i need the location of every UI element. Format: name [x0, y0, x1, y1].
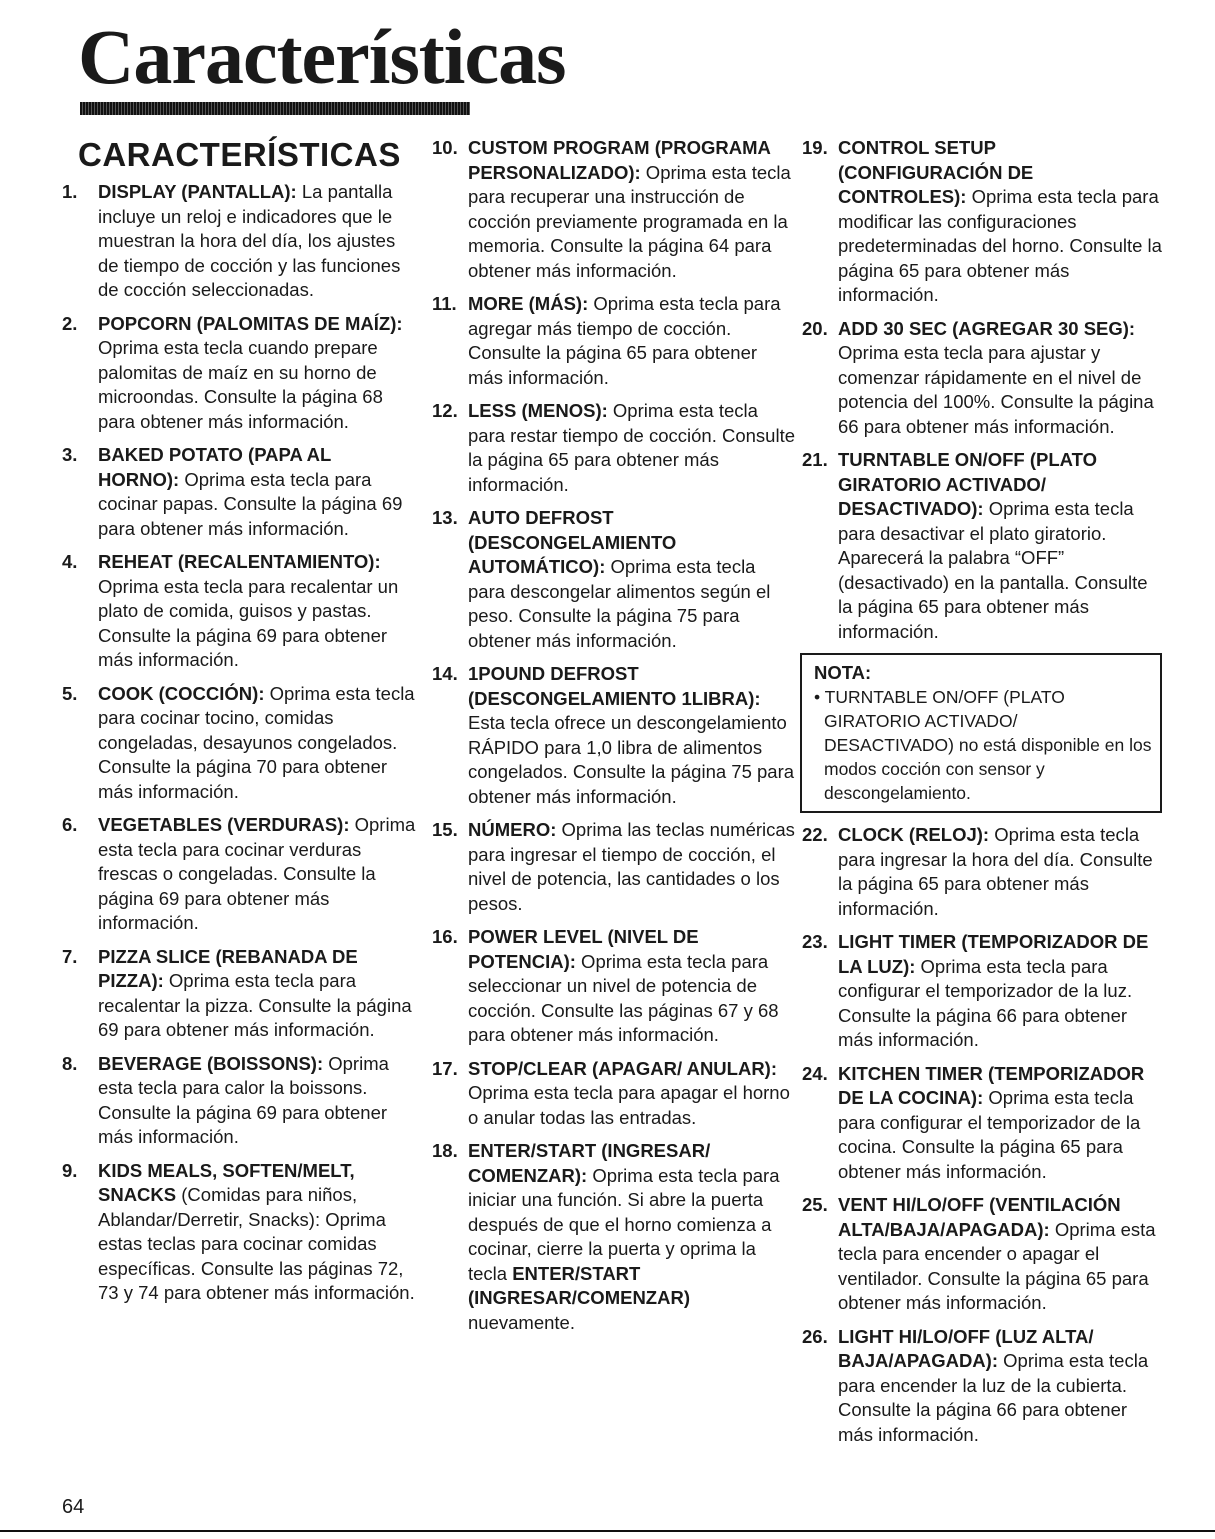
- item-text: Oprima esta tecla para encender o apagar el ventilador. Consulte la página 65 para obtener más información.: [838, 1218, 1156, 1313]
- item-term: CLOCK (RELOJ):: [838, 824, 990, 845]
- item-number: 21.: [802, 449, 828, 470]
- item-term: COOK (COCCIÓN):: [98, 682, 265, 704]
- column-1: [62, 136, 417, 1315]
- item-number: 18.: [432, 1140, 458, 1161]
- item-term: ADD 30 SEC (AGREGAR 30 SEG):: [838, 317, 1136, 339]
- item-text: Oprima esta tecla para desactivar el plato giratorio. Aparecerá la palabra “OFF” (desactivado) en la pantalla. Consulte la página 65 para obtener más información.: [838, 498, 1148, 642]
- item-number: 23.: [802, 931, 828, 952]
- note-text: • TURNTABLE ON/OFF (PLATO GIRATORIO ACTIVADO/ DESACTIVADO) no está disponible en los modos cocción con sensor y descongelamiento.: [814, 687, 1152, 803]
- item-number: 15.: [432, 819, 458, 840]
- feature-list-2: [432, 136, 797, 1335]
- feature-list-4: [802, 823, 1162, 1447]
- item-term: 1POUND DEFROST (DESCONGELAMIENTO 1LIBRA):: [468, 663, 761, 709]
- feature-item-20: [802, 317, 1162, 440]
- feature-item-3: [62, 443, 417, 541]
- item-number: 17.: [432, 1057, 458, 1079]
- item-text: Oprima esta tecla para restar tiempo de cocción. Consulte la página 65 para obtener más información.: [468, 400, 796, 495]
- item-term: MORE (MÁS):: [468, 293, 589, 314]
- feature-item-18: [432, 1139, 797, 1335]
- feature-item-26: [802, 1325, 1162, 1448]
- feature-item-13: [432, 506, 797, 653]
- feature-item-1: [62, 180, 417, 303]
- item-term: POWER LEVEL (NIVEL DE POTENCIA):: [468, 926, 699, 972]
- item-text: Oprima esta tecla para cocinar verduras frescas o congeladas. Consulte la página 69 para obtener más información.: [98, 814, 416, 933]
- item-text: Oprima esta tecla para ajustar y comenzar rápidamente en el nivel de potencia del 100%. Consulte la página 66 para obtener más información.: [838, 342, 1154, 437]
- item-number: 4.: [62, 551, 78, 572]
- item-term: VENT HI/LO/OFF (VENTILACIÓN ALTA/BAJA/APAGADA):: [838, 1194, 1121, 1240]
- item-term: REHEAT (RECALENTAMIENTO):: [98, 551, 381, 572]
- item-text: Oprima esta tecla para modificar las configuraciones predeterminadas del horno. Consulte la página 65 para obtener más información.: [838, 186, 1162, 305]
- feature-item-24: [802, 1062, 1162, 1185]
- feature-item-23: [802, 930, 1162, 1053]
- feature-item-21: [802, 448, 1162, 644]
- item-number: 1.: [62, 181, 78, 202]
- column-2: [432, 136, 797, 1344]
- item-number: 13.: [432, 507, 458, 528]
- item-text: La pantalla incluye un reloj e indicadores que le muestran la hora del día, los ajustes de tiempo de cocción y las funciones de cocción seleccionadas.: [98, 181, 401, 300]
- item-term: CUSTOM PROGRAM (PROGRAMA PERSONALIZADO):: [468, 137, 771, 183]
- item-text: Oprima esta tecla para configurar el temporizador de la cocina. Consulte la página 65 para obtener más información.: [838, 1087, 1141, 1182]
- feature-item-9: [62, 1159, 417, 1306]
- feature-item-8: [62, 1052, 417, 1150]
- item-text: Oprima esta tecla para recalentar un plato de comida, guisos y pastas. Consulte la página 69 para obtener más información.: [98, 575, 399, 670]
- item-number: 10.: [432, 137, 458, 158]
- item-term: KIDS MEALS, SOFTEN/MELT, SNACKS: [98, 1159, 355, 1205]
- feature-item-14: [432, 662, 797, 809]
- feature-item-22: [802, 823, 1162, 921]
- feature-item-10: [432, 136, 797, 283]
- item-number: 19.: [802, 137, 828, 158]
- item-number: 6.: [62, 814, 78, 835]
- item-term: LESS (MENOS):: [468, 400, 608, 421]
- feature-item-11: [432, 292, 797, 390]
- item-term: STOP/CLEAR (APAGAR/ ANULAR):: [468, 1057, 778, 1079]
- item-text: Oprima esta tecla para apagar el horno o anular todas las entradas.: [468, 1082, 790, 1128]
- item-term: BAKED POTATO (PAPA AL HORNO):: [98, 444, 331, 490]
- item-text: Oprima esta tecla para calor la boissons. Consulte la página 69 para obtener más información.: [98, 1052, 389, 1147]
- feature-item-16: [432, 925, 797, 1048]
- item-number: 2.: [62, 312, 78, 334]
- item-number: 20.: [802, 317, 828, 339]
- feature-item-4: [62, 550, 417, 673]
- note-box: [800, 653, 1162, 813]
- item-text: Oprima esta tecla para configurar el temporizador de la luz. Consulte la página 66 para obtener más información.: [838, 955, 1133, 1050]
- bottom-rule: [0, 1530, 1215, 1532]
- feature-item-7: [62, 945, 417, 1043]
- item-number: 14.: [432, 663, 458, 684]
- item-number: 24.: [802, 1062, 828, 1084]
- feature-list-3: [802, 136, 1162, 644]
- item-term: AUTO DEFROST (DESCONGELAMIENTO AUTOMÁTICO):: [468, 507, 677, 577]
- item-text: Oprima esta tecla para recuperar una instrucción de cocción previamente programada en la memoria. Consulte la página 64 para obtener más información.: [468, 161, 791, 281]
- item-number: 12.: [432, 400, 458, 421]
- item-number: 9.: [62, 1159, 78, 1181]
- item-term-inline: ENTER/START (INGRESAR/COMENZAR): [468, 1262, 690, 1308]
- feature-item-6: [62, 813, 417, 936]
- feature-item-17: [432, 1057, 797, 1131]
- item-term: BEVERAGE (BOISSONS):: [98, 1052, 324, 1074]
- item-term: KITCHEN TIMER (TEMPORIZADOR DE LA COCINA):: [838, 1062, 1145, 1108]
- item-text: Oprima esta tecla para recalentar la pizza. Consulte la página 69 para obtener más información.: [98, 970, 412, 1040]
- item-term: POPCORN (PALOMITAS DE MAÍZ):: [98, 312, 403, 334]
- feature-item-15: [432, 818, 797, 916]
- title-underline: [80, 102, 470, 115]
- item-number: 22.: [802, 824, 828, 845]
- page-number: 64: [62, 1496, 85, 1518]
- item-text: Oprima esta tecla para agregar más tiempo de cocción. Consulte la página 65 para obtener más información.: [468, 293, 781, 388]
- item-text: Esta tecla ofrece un descongelamiento RÁPIDO para 1,0 libra de alimentos congelados. Consulte la página 75 para obtener más información.: [468, 712, 795, 807]
- feature-item-2: [62, 312, 417, 435]
- item-text: Oprima esta tecla para seleccionar un nivel de potencia de cocción. Consulte las páginas 67 y 68 para obtener más información.: [468, 950, 779, 1045]
- item-term: ENTER/START (INGRESAR/ COMENZAR):: [468, 1140, 711, 1186]
- page-title: Características: [78, 13, 566, 100]
- item-text: Oprima esta tecla para encender la luz de la cubierta. Consulte la página 66 para obtener más información.: [838, 1350, 1149, 1445]
- item-number: 16.: [432, 926, 458, 947]
- item-text-end: nuevamente.: [468, 1311, 575, 1333]
- feature-list-1: [62, 180, 417, 1306]
- item-term: TURNTABLE ON/OFF (PLATO GIRATORIO ACTIVADO/ DESACTIVADO):: [838, 449, 1097, 519]
- item-term: VEGETABLES (VERDURAS):: [98, 814, 350, 835]
- feature-item-19: [802, 136, 1162, 308]
- feature-item-25: [802, 1193, 1162, 1316]
- item-number: 5.: [62, 682, 78, 704]
- feature-item-5: [62, 682, 417, 805]
- item-text: Oprima esta tecla para cocinar papas. Consulte la página 69 para obtener más información.: [98, 468, 403, 539]
- feature-item-12: [432, 399, 797, 497]
- item-number: 26.: [802, 1325, 828, 1347]
- note-title: NOTA:: [814, 662, 872, 683]
- item-text: Oprima esta tecla cuando prepare palomitas de maíz en su horno de microondas. Consulte la página 68 para obtener más información.: [98, 337, 383, 432]
- item-number: 25.: [802, 1194, 828, 1215]
- item-term: CONTROL SETUP (CONFIGURACIÓN DE CONTROLES):: [838, 137, 1034, 207]
- section-heading: CARACTERÍSTICAS: [78, 136, 401, 173]
- item-text: Oprima esta tecla para cocinar tocino, comidas congeladas, desayunos congelados. Consulte la página 70 para obtener más información.: [98, 682, 415, 802]
- item-text: Oprima esta tecla para iniciar una función. Si abre la puerta después de que el horno comienza a cocinar, cierre la puerta y oprima la tecla: [468, 1164, 780, 1284]
- item-number: 7.: [62, 945, 78, 967]
- column-3: [802, 136, 1162, 1456]
- item-text: Oprima esta tecla para ingresar la hora del día. Consulte la página 65 para obtener más información.: [838, 824, 1153, 919]
- item-term: NÚMERO:: [468, 819, 557, 840]
- item-number: 8.: [62, 1052, 78, 1074]
- item-term: LIGHT TIMER (TEMPORIZADOR DE LA LUZ):: [838, 931, 1149, 977]
- item-text: Oprima esta tecla para descongelar alimentos según el peso. Consulte la página 75 para obtener más información.: [468, 556, 771, 651]
- item-term: LIGHT HI/LO/OFF (LUZ ALTA/ BAJA/APAGADA):: [838, 1325, 1094, 1371]
- item-term: DISPLAY (PANTALLA):: [98, 181, 297, 202]
- item-text: Oprima las teclas numéricas para ingresar el tiempo de cocción, el nivel de potencia, las cantidades o los pesos.: [468, 819, 795, 914]
- item-term: PIZZA SLICE (REBANADA DE PIZZA):: [98, 945, 358, 991]
- item-text: (Comidas para niños, Ablandar/Derretir, Snacks): Oprima estas teclas para cocinar comidas específicas. Consulte las páginas 72, 73 y 74 para obtener más información.: [98, 1184, 415, 1303]
- item-number: 3.: [62, 444, 78, 465]
- item-number: 11.: [432, 293, 457, 314]
